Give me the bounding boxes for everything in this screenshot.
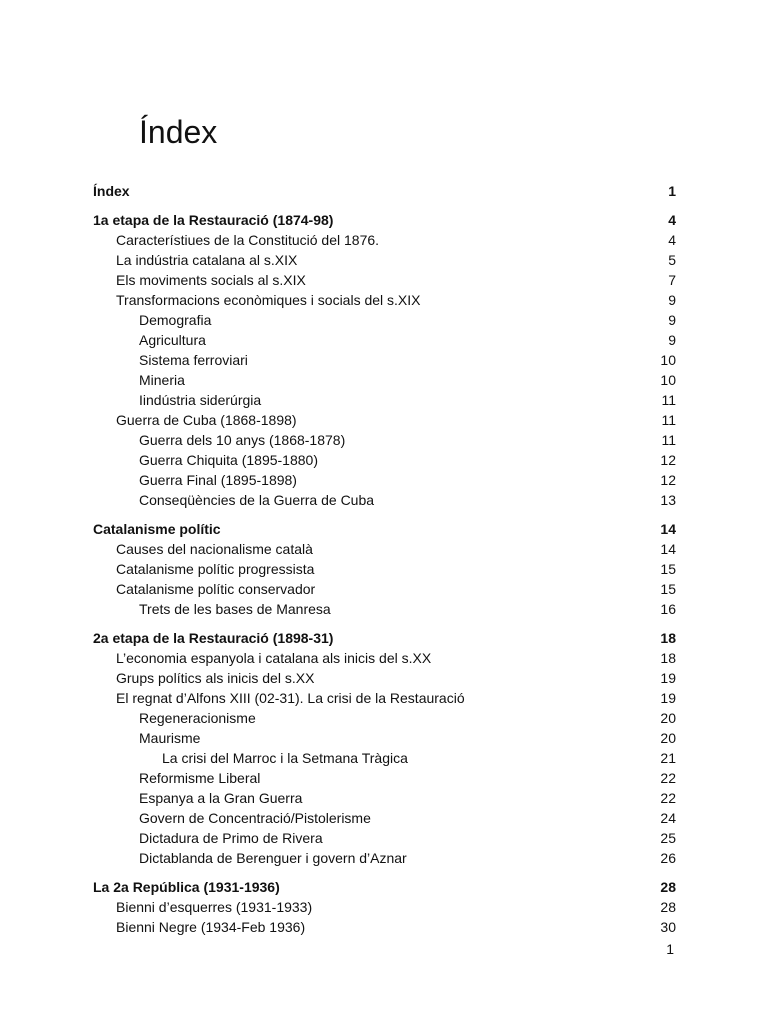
toc-entry-page: 10 bbox=[660, 372, 676, 388]
toc-entry-page: 15 bbox=[660, 581, 676, 597]
toc-entry[interactable] bbox=[0, 768, 768, 788]
toc-entry[interactable] bbox=[0, 828, 768, 848]
toc-entry-page: 16 bbox=[660, 601, 676, 617]
toc-entry-title: Maurisme bbox=[139, 730, 201, 746]
toc-entry-page: 13 bbox=[660, 492, 676, 508]
toc-entry-page: 18 bbox=[660, 630, 676, 646]
toc-entry[interactable] bbox=[0, 579, 768, 599]
toc-entry-page: 4 bbox=[668, 212, 676, 228]
toc-entry[interactable] bbox=[0, 788, 768, 808]
toc-entry-title: Causes del nacionalisme català bbox=[116, 541, 313, 557]
toc-entry[interactable] bbox=[0, 490, 768, 510]
toc-entry-page: 22 bbox=[660, 770, 676, 786]
toc-entry[interactable] bbox=[0, 290, 768, 310]
toc-entry-title: Agricultura bbox=[139, 332, 206, 348]
toc-entry-page: 11 bbox=[661, 392, 676, 408]
toc-entry-page: 19 bbox=[660, 670, 676, 686]
toc-entry-title: Reformisme Liberal bbox=[139, 770, 261, 786]
toc-entry-title: Sistema ferroviari bbox=[139, 352, 248, 368]
toc-entry-title: Regeneracionisme bbox=[139, 710, 256, 726]
toc-entry-page: 9 bbox=[668, 312, 676, 328]
toc-entry[interactable] bbox=[0, 250, 768, 270]
toc-entry-title: Els moviments socials al s.XIX bbox=[116, 272, 306, 288]
toc-entry-title: 2a etapa de la Restauració (1898-31) bbox=[93, 630, 334, 646]
toc-entry-title: Transformacions econòmiques i socials del s.XIX bbox=[116, 292, 421, 308]
toc-entry-title: Guerra dels 10 anys (1868-1878) bbox=[139, 432, 346, 448]
toc-entry-page: 5 bbox=[668, 252, 676, 268]
toc-entry[interactable] bbox=[0, 330, 768, 350]
toc-entry-title: Conseqüències de la Guerra de Cuba bbox=[139, 492, 375, 508]
toc-entry-title: Govern de Concentració/Pistolerisme bbox=[139, 810, 371, 826]
toc-entry-page: 20 bbox=[660, 710, 676, 726]
toc-entry-page: 14 bbox=[660, 541, 676, 557]
toc-entry-page: 30 bbox=[660, 919, 676, 935]
toc-entry[interactable] bbox=[0, 470, 768, 490]
toc-entry[interactable] bbox=[0, 450, 768, 470]
toc-entry-page: 7 bbox=[668, 272, 676, 288]
toc-entry-page: 18 bbox=[660, 650, 676, 666]
toc-entry-title: Trets de les bases de Manresa bbox=[139, 601, 331, 617]
toc-entry-title: La 2a República (1931-1936) bbox=[93, 879, 280, 895]
toc-entry-title: Característiues de la Constitució del 1876. bbox=[116, 232, 380, 248]
toc-entry[interactable] bbox=[0, 559, 768, 579]
toc-entry-title: Guerra de Cuba (1868-1898) bbox=[116, 412, 297, 428]
toc-entry-page: 11 bbox=[661, 412, 676, 428]
toc-entry-page: 15 bbox=[660, 561, 676, 577]
toc-entry-page: 28 bbox=[660, 899, 676, 915]
toc-entry-title: Dictablanda de Berenguer i govern d’Aznar bbox=[139, 850, 407, 866]
toc-entry-title: Catalanisme polític progressista bbox=[116, 561, 315, 577]
toc-entry[interactable] bbox=[0, 210, 768, 230]
toc-entry[interactable] bbox=[0, 628, 768, 648]
toc-entry-title: Dictadura de Primo de Rivera bbox=[139, 830, 323, 846]
toc-entry-title: Guerra Final (1895-1898) bbox=[139, 472, 297, 488]
toc-entry-title: L’economia espanyola i catalana als inicis del s.XX bbox=[116, 650, 432, 666]
toc-entry-page: 28 bbox=[660, 879, 676, 895]
toc-entry-page: 22 bbox=[660, 790, 676, 806]
toc-entry-page: 21 bbox=[660, 750, 676, 766]
toc-entry-title: Iindústria siderúrgia bbox=[139, 392, 262, 408]
toc-entry-page: 9 bbox=[668, 292, 676, 308]
page-number: 1 bbox=[666, 941, 674, 957]
toc-entry[interactable] bbox=[0, 230, 768, 250]
toc-entry-title: La crisi del Marroc i la Setmana Tràgica bbox=[162, 750, 408, 766]
toc-entry-page: 19 bbox=[660, 690, 676, 706]
toc-entry-page: 14 bbox=[660, 521, 676, 537]
toc-entry-title: Demografia bbox=[139, 312, 212, 328]
toc-entry[interactable] bbox=[0, 917, 768, 937]
toc-entry[interactable] bbox=[0, 390, 768, 410]
toc-entry-page: 9 bbox=[668, 332, 676, 348]
toc-entry[interactable] bbox=[0, 808, 768, 828]
toc-entry[interactable] bbox=[0, 519, 768, 539]
page-title: Índex bbox=[139, 114, 218, 150]
toc-entry-title: Espanya a la Gran Guerra bbox=[139, 790, 303, 806]
toc-entry-page: 12 bbox=[660, 472, 676, 488]
toc-entry-title: La indústria catalana al s.XIX bbox=[116, 252, 298, 268]
toc-entry-title: Catalanisme polític bbox=[93, 521, 221, 537]
toc-entry-page: 1 bbox=[668, 183, 676, 199]
toc-entry-page: 25 bbox=[660, 830, 676, 846]
toc-entry-title: Índex bbox=[93, 183, 130, 199]
toc-entry-title: Bienni Negre (1934-Feb 1936) bbox=[116, 919, 306, 935]
toc-entry[interactable] bbox=[0, 748, 768, 768]
toc-entry-title: Guerra Chiquita (1895-1880) bbox=[139, 452, 318, 468]
toc-entry[interactable] bbox=[0, 848, 768, 868]
toc-entry[interactable] bbox=[0, 310, 768, 330]
toc-entry[interactable] bbox=[0, 370, 768, 390]
toc-entry[interactable] bbox=[0, 270, 768, 290]
toc-entry[interactable] bbox=[0, 410, 768, 430]
toc-entry-page: 4 bbox=[668, 232, 676, 248]
toc-entry-page: 26 bbox=[660, 850, 676, 866]
toc-entry[interactable] bbox=[0, 877, 768, 897]
toc-entry-page: 20 bbox=[660, 730, 676, 746]
toc-entry[interactable] bbox=[0, 668, 768, 688]
toc-entry[interactable] bbox=[0, 708, 768, 728]
toc-entry[interactable] bbox=[0, 430, 768, 450]
toc-entry-page: 24 bbox=[660, 810, 676, 826]
toc-entry[interactable] bbox=[0, 897, 768, 917]
toc-entry-title: Bienni d’esquerres (1931-1933) bbox=[116, 899, 313, 915]
toc-entry-page: 11 bbox=[661, 432, 676, 448]
toc-entry[interactable] bbox=[0, 599, 768, 619]
toc-entry-page: 10 bbox=[660, 352, 676, 368]
toc-entry-title: El regnat d’Alfons XIII (02-31). La crisi de la Restauració bbox=[116, 690, 465, 706]
toc-entry-title: Catalanisme polític conservador bbox=[116, 581, 316, 597]
toc-entry[interactable] bbox=[0, 728, 768, 748]
toc-entry[interactable] bbox=[0, 648, 768, 668]
toc-entry-title: Mineria bbox=[139, 372, 185, 388]
toc-entry-page: 12 bbox=[660, 452, 676, 468]
toc-entry[interactable] bbox=[0, 350, 768, 370]
toc-entry[interactable] bbox=[0, 181, 768, 201]
toc-entry[interactable] bbox=[0, 688, 768, 708]
toc-entry-title: 1a etapa de la Restauració (1874-98) bbox=[93, 212, 334, 228]
toc-entry-title: Grups polítics als inicis del s.XX bbox=[116, 670, 315, 686]
toc-entry[interactable] bbox=[0, 539, 768, 559]
